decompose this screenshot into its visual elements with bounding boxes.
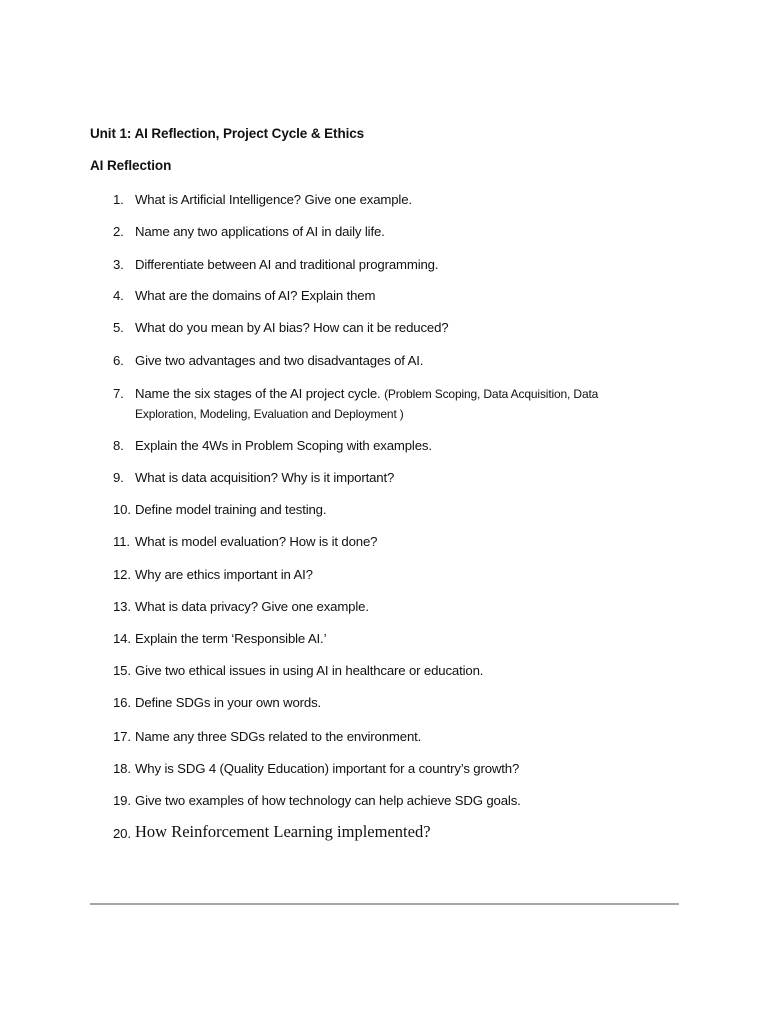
question-text: Explain the term ‘Responsible AI.’ [135,631,327,646]
question-number: 15. [113,663,131,678]
question-text: Define model training and testing. [135,502,327,517]
question-number: 11. [113,534,130,549]
question-number: 2. [113,224,124,239]
question-number: 17. [113,729,131,744]
unit-title: Unit 1: AI Reflection, Project Cycle & Ethics [90,126,365,141]
question-note-continued: Exploration, Modeling, Evaluation and Deployment ) [135,407,404,421]
question-number: 8. [113,438,124,453]
question-item [113,384,673,424]
question-text: What do you mean by AI bias? How can it be reduced? [135,320,449,335]
question-text: What is data acquisition? Why is it important? [135,470,395,485]
question-number: 16. [113,695,131,710]
question-number: 3. [113,257,124,272]
question-text: What is data privacy? Give one example. [135,599,369,614]
section-title: AI Reflection [90,158,172,173]
question-number: 9. [113,470,124,485]
question-number: 6. [113,353,124,368]
horizontal-divider [90,903,679,905]
question-note: (Problem Scoping, Data Acquisition, Data [384,387,599,401]
question-text: Name the six stages of the AI project cycle. [135,386,381,401]
question-number: 19. [113,793,131,808]
question-text: Give two ethical issues in using AI in healthcare or education. [135,663,484,678]
question-text: What is model evaluation? How is it done? [135,534,378,549]
question-text: Why is SDG 4 (Quality Education) important for a country’s growth? [135,761,520,776]
question-text: Differentiate between AI and traditional programming. [135,257,439,272]
question-text: How Reinforcement Learning implemented? [135,822,431,841]
question-number: 1. [113,192,124,207]
question-text: What is Artificial Intelligence? Give one example. [135,192,412,207]
question-number: 5. [113,320,124,335]
question-text: Name any two applications of AI in daily life. [135,224,385,239]
question-number: 10. [113,502,131,517]
question-text: Name any three SDGs related to the environment. [135,729,422,744]
question-text: What are the domains of AI? Explain them [135,288,376,303]
question-text: Why are ethics important in AI? [135,567,313,582]
question-text: Give two examples of how technology can help achieve SDG goals. [135,793,521,808]
question-number: 12. [113,567,131,582]
question-text: Give two advantages and two disadvantages of AI. [135,353,424,368]
question-number: 14. [113,631,131,646]
question-number: 18. [113,761,131,776]
question-text: Explain the 4Ws in Problem Scoping with examples. [135,438,432,453]
question-number: 7. [113,386,124,401]
question-text: Define SDGs in your own words. [135,695,322,710]
question-number: 20. [113,826,131,841]
question-number: 13. [113,599,131,614]
question-number: 4. [113,288,124,303]
